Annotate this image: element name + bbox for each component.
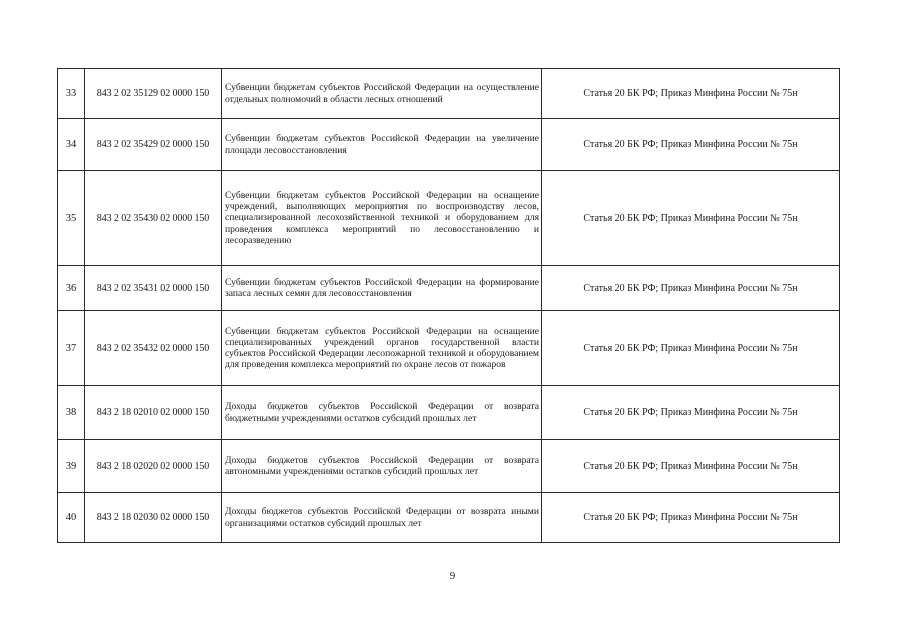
row-number: 39: [58, 440, 85, 493]
table-row: [58, 440, 840, 493]
budget-code: 843 2 02 35429 02 0000 150: [85, 119, 222, 171]
row-description: Доходы бюджетов субъектов Российской Федерации от возврата иными организациями остатков субсидий прошлых лет: [222, 493, 542, 543]
legal-basis: Статья 20 БК РФ; Приказ Минфина России № 75н: [542, 311, 840, 386]
revenue-codes-table: [57, 68, 840, 543]
page-number: 9: [449, 570, 456, 582]
row-number: 40: [58, 493, 85, 543]
budget-code: 843 2 02 35431 02 0000 150: [85, 266, 222, 311]
budget-code: 843 2 02 35430 02 0000 150: [85, 171, 222, 266]
row-description: Доходы бюджетов субъектов Российской Федерации от возврата автономными учреждениями остатков субсидий прошлых лет: [222, 440, 542, 493]
legal-basis: Статья 20 БК РФ; Приказ Минфина России № 75н: [542, 119, 840, 171]
row-number: 38: [58, 386, 85, 440]
budget-code: 843 2 18 02010 02 0000 150: [85, 386, 222, 440]
row-number: 33: [58, 69, 85, 119]
table-row: [58, 386, 840, 440]
row-number: 34: [58, 119, 85, 171]
table-row: [58, 171, 840, 266]
legal-basis: Статья 20 БК РФ; Приказ Минфина России № 75н: [542, 386, 840, 440]
row-description: Субвенции бюджетам субъектов Российской Федерации на формирование запаса лесных семян для лесовосстановления: [222, 266, 542, 311]
row-description: Субвенции бюджетам субъектов Российской Федерации на увеличение площади лесовосстановления: [222, 119, 542, 171]
budget-code: 843 2 02 35432 02 0000 150: [85, 311, 222, 386]
row-number: 35: [58, 171, 85, 266]
legal-basis: Статья 20 БК РФ; Приказ Минфина России № 75н: [542, 266, 840, 311]
table-row: [58, 119, 840, 171]
budget-code: 843 2 02 35129 02 0000 150: [85, 69, 222, 119]
row-number: 37: [58, 311, 85, 386]
table-row: [58, 69, 840, 119]
row-description: Доходы бюджетов субъектов Российской Федерации от возврата бюджетными учреждениями остатков субсидий прошлых лет: [222, 386, 542, 440]
row-description: Субвенции бюджетам субъектов Российской Федерации на осуществление отдельных полномочий в области лесных отношений: [222, 69, 542, 119]
budget-code: 843 2 18 02030 02 0000 150: [85, 493, 222, 543]
table-row: [58, 266, 840, 311]
table-row: [58, 493, 840, 543]
row-description: Субвенции бюджетам субъектов Российской Федерации на оснащение учреждений, выполняющих мероприятия по воспроизводству лесов, специализированной лесохозяйственной техникой и оборудованием для проведения комплекса мероприятий по лесовосстановлению и лесоразведению: [222, 171, 542, 266]
budget-code: 843 2 18 02020 02 0000 150: [85, 440, 222, 493]
row-description: Субвенции бюджетам субъектов Российской Федерации на оснащение специализированных учреждений органов государственной власти субъектов Российской Федерации лесопожарной техникой и оборудованием для проведения комплекса мероприятий по охране лесов от пожаров: [222, 311, 542, 386]
table-row: [58, 311, 840, 386]
legal-basis: Статья 20 БК РФ; Приказ Минфина России № 75н: [542, 69, 840, 119]
row-number: 36: [58, 266, 85, 311]
legal-basis: Статья 20 БК РФ; Приказ Минфина России № 75н: [542, 493, 840, 543]
legal-basis: Статья 20 БК РФ; Приказ Минфина России № 75н: [542, 171, 840, 266]
legal-basis: Статья 20 БК РФ; Приказ Минфина России № 75н: [542, 440, 840, 493]
